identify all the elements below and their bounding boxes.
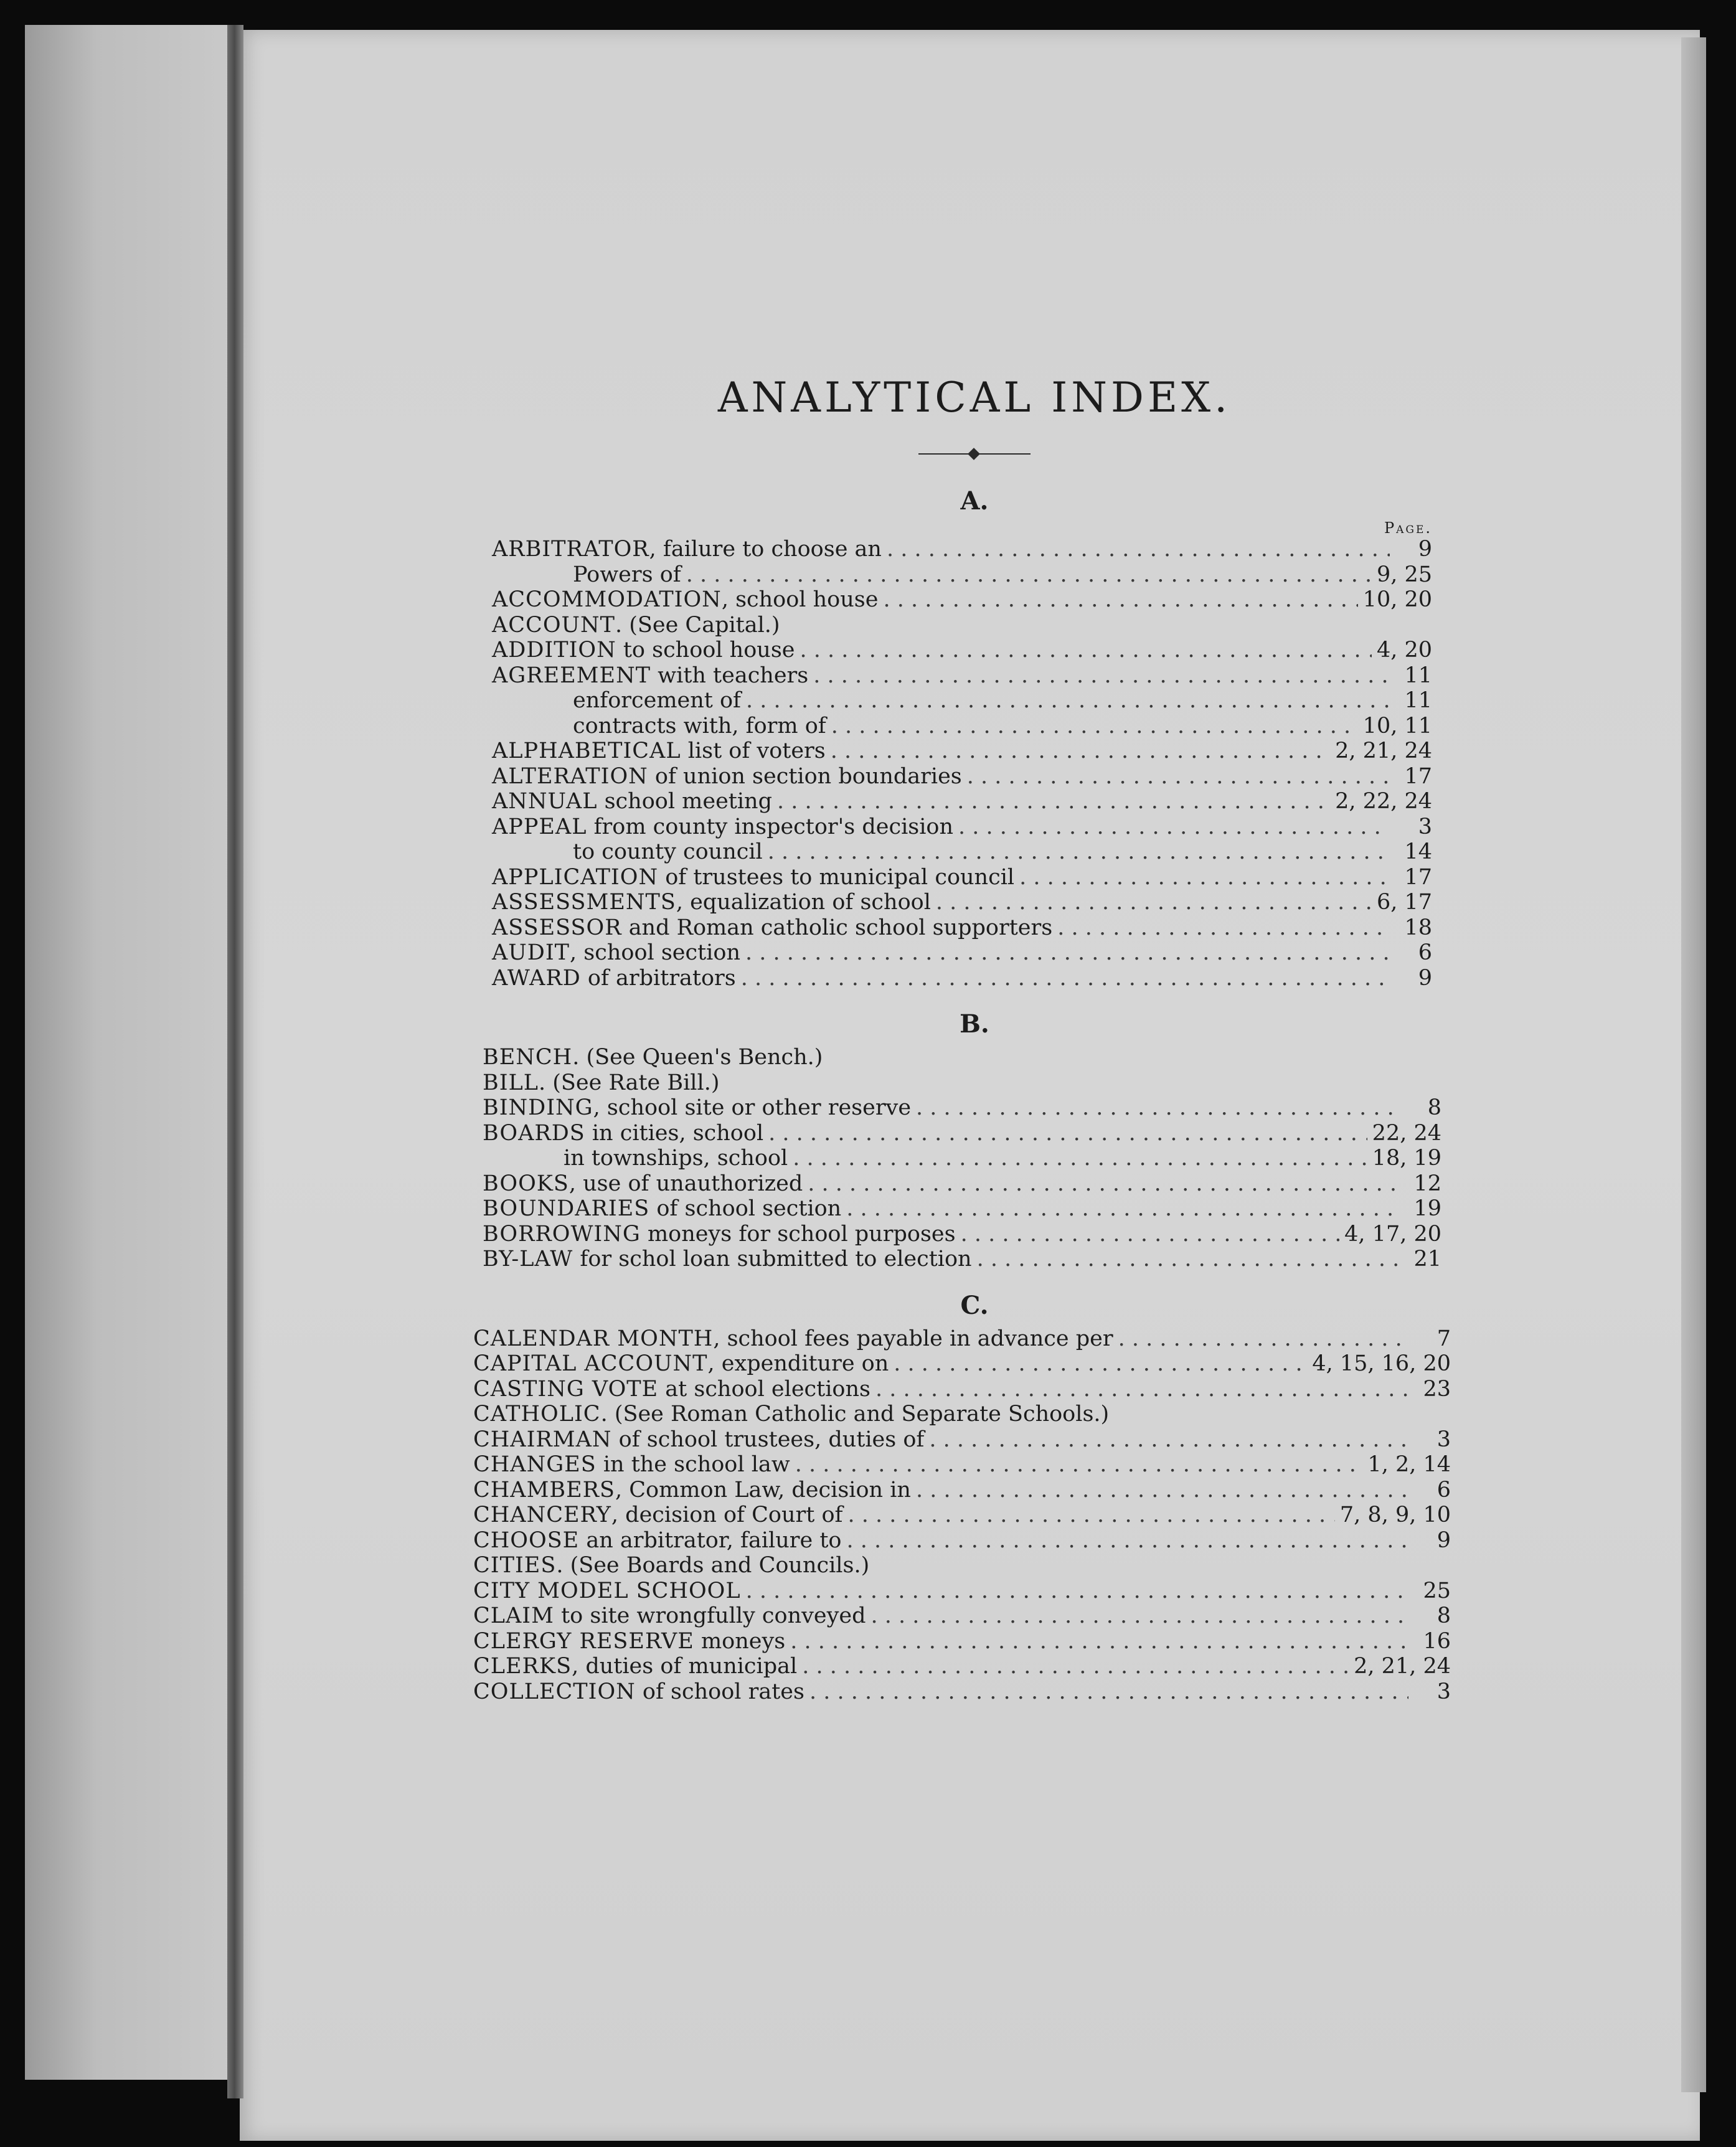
index-entry [473,1326,1451,1352]
entry-headword: BOARDS [483,1120,585,1146]
index-entry [483,1146,1441,1171]
entry-text: , school fees payable in advance per [713,1326,1113,1351]
entry-pages: 7, 8, 9, 10 [1339,1503,1451,1527]
entry-label [492,915,1052,941]
leader-dots [961,1222,1340,1247]
entry-text: with teachers [651,663,809,688]
entry-headword: AUDIT [492,940,570,965]
index-entry [492,764,1432,790]
entry-headword: BENCH [483,1045,573,1070]
entry-label [492,839,763,865]
index-entry [483,1247,1441,1272]
entry-pages: 2, 21, 24 [1354,1654,1451,1679]
index-entry [473,1452,1451,1478]
entry-text: in townships, school [564,1146,788,1171]
index-entry [492,890,1432,915]
index-entry [492,562,1432,588]
entry-label [492,940,740,966]
entry-text: in the school law [596,1452,790,1477]
leader-dots [768,1121,1367,1146]
leader-dots [936,890,1372,915]
entry-text: of trustees to municipal council [658,864,1015,890]
entry-text: moneys [694,1628,786,1654]
entry-headword: BOOKS [483,1171,569,1196]
leader-dots [741,966,1390,991]
entry-text: , failure to choose an [649,537,882,562]
entry-text: contracts with, form of [573,713,826,738]
leader-dots [790,1629,1408,1654]
leader-dots [686,562,1372,588]
entry-label [492,587,878,613]
film-margin-left [25,25,230,2080]
section-b [483,1009,1441,1272]
entry-list [473,1326,1451,1705]
entry-pages: 6 [1436,1477,1451,1503]
entry-headword: CASTING VOTE [473,1376,659,1402]
leader-dots [746,1578,1408,1604]
entry-headword: BORROWING [483,1221,641,1247]
entry-text: in cities, school [585,1120,764,1146]
leader-dots [875,1377,1408,1402]
entry-text: , school section [570,940,740,965]
entry-text: . (See Capital.) [615,612,780,638]
entry-label [483,1247,972,1272]
entry-text: , expenditure on [707,1351,889,1376]
index-entry [473,1377,1451,1402]
entry-headword: BOUNDARIES [483,1196,650,1221]
entry-text: to county council [573,839,763,864]
diamond-ornament-icon [968,448,980,460]
index-entry [492,839,1432,865]
entry-label [492,613,780,638]
entry-label [492,714,826,739]
entry-text: , duties of municipal [572,1654,798,1679]
entry-headword: CITY MODEL SCHOOL [473,1578,741,1603]
entry-text: . (See Queen's Bench.) [572,1045,823,1070]
entry-pages: 23 [1423,1376,1451,1402]
entry-label [492,814,953,840]
page-spine [227,25,243,2098]
leader-dots [809,1679,1408,1705]
entry-label [473,1629,785,1654]
index-content [473,374,1451,1704]
leader-dots [802,1654,1349,1679]
leader-dots [1118,1326,1408,1352]
leader-dots [967,764,1390,790]
index-entry [492,789,1432,814]
index-entry [492,738,1432,764]
entry-headword: ANNUAL [492,789,598,814]
entry-text: of arbitrators [580,965,736,991]
entry-label [483,1171,803,1197]
entry-pages: 11 [1404,688,1432,713]
leader-dots [777,789,1330,814]
entry-label [492,688,741,714]
entry-pages: 4, 17, 20 [1344,1221,1441,1247]
entry-pages: 1, 2, 14 [1367,1452,1451,1477]
title-rule-ornament [918,446,1031,461]
entry-pages: 9, 25 [1376,562,1432,587]
leader-dots [831,738,1330,764]
index-entry [483,1045,1441,1070]
entry-text: of school trustees, duties of [611,1427,925,1452]
entry-label [492,537,882,562]
entry-pages: 3 [1418,814,1432,839]
entry-text: , use of unauthorized [568,1171,803,1196]
entry-pages: 18, 19 [1372,1146,1441,1171]
entry-headword: CHANCERY [473,1503,611,1527]
entry-text: , decision of Court of [611,1503,843,1527]
leader-dots [929,1427,1408,1453]
index-entry [492,966,1432,991]
leader-dots [793,1146,1367,1171]
entry-pages: 4, 20 [1376,638,1432,663]
entry-text: , school site or other reserve [593,1095,912,1120]
section-letter: A. [960,486,989,516]
entry-headword: CATHOLIC [473,1402,601,1427]
entry-headword: CHAMBERS [473,1477,616,1503]
entry-label [492,562,681,588]
entry-headword: ACCOUNT [492,612,615,638]
entry-headword: ARBITRATOR [492,537,649,562]
entry-headword: ALPHABETICAL [492,738,681,763]
entry-label [492,789,772,814]
entry-list [492,537,1432,991]
leader-dots [847,1503,1334,1528]
entry-headword: CALENDAR MONTH [473,1326,714,1351]
entry-label [492,890,931,915]
entry-label [473,1603,866,1629]
index-entry [492,940,1432,966]
entry-text: of union section boundaries [648,763,962,789]
leader-dots [745,940,1390,966]
entry-pages: 17 [1404,763,1432,789]
entry-text: enforcement of [573,688,741,713]
leader-dots [1057,915,1390,941]
leader-dots [894,1351,1307,1377]
index-entry [492,587,1432,613]
entry-label [483,1121,763,1146]
entry-pages: 6, 17 [1376,890,1432,915]
entry-headword: BY-LAW [483,1247,573,1272]
entry-text: . (See Rate Bill.) [539,1070,720,1095]
leader-dots [768,839,1390,865]
section-a [492,486,1432,991]
entry-headword: BINDING [483,1095,593,1120]
entry-pages: 10, 11 [1362,713,1432,738]
entry-label [492,638,795,663]
entry-pages: 16 [1423,1628,1451,1654]
index-entry [492,663,1432,689]
index-entry [473,1528,1451,1554]
entry-pages: 7 [1436,1326,1451,1351]
leader-dots [800,638,1372,663]
entry-label [473,1351,889,1377]
index-entry [473,1679,1451,1705]
entry-text: to school house [616,638,795,663]
page-column-heading: Page. [1384,519,1432,537]
entry-label [483,1196,841,1222]
entry-headword: CHOOSE [473,1527,580,1553]
entry-text: an arbitrator, failure to [579,1527,842,1553]
leader-dots [846,1196,1399,1222]
entry-label [473,1553,869,1578]
entry-pages: 8 [1427,1095,1441,1120]
leader-dots [808,1171,1399,1197]
entry-pages: 2, 22, 24 [1335,789,1432,814]
entry-label [473,1402,1109,1427]
index-entry [483,1121,1441,1146]
entry-list [483,1045,1441,1272]
entry-text: of school section [649,1196,842,1221]
entry-headword: CITIES [473,1553,557,1578]
entry-headword: COLLECTION [473,1679,636,1704]
entry-label [492,738,826,764]
entry-headword: ASSESSMENTS [492,890,676,915]
index-entry [492,613,1432,638]
entry-headword: ADDITION [492,638,616,663]
entry-pages: 2, 21, 24 [1335,738,1432,763]
entry-text: . (See Boards and Councils.) [556,1553,870,1578]
leader-dots [1019,865,1390,890]
index-entry [492,537,1432,562]
index-entry [473,1553,1451,1578]
index-entry [473,1603,1451,1629]
index-entry [492,638,1432,663]
leader-dots [977,1247,1399,1272]
entry-pages: 4, 15, 16, 20 [1312,1351,1451,1376]
entry-text: , school house [721,587,879,612]
index-entry [492,714,1432,739]
entry-label [492,966,736,991]
entry-label [492,764,962,790]
entry-pages: 25 [1423,1578,1451,1603]
entry-text: , Common Law, decision in [615,1477,911,1503]
index-entry [473,1629,1451,1654]
entry-label [483,1222,956,1247]
entry-label [473,1377,870,1402]
leader-dots [746,688,1390,714]
index-entry [492,865,1432,890]
index-entry [483,1222,1441,1247]
entry-headword: CLAIM [473,1603,554,1628]
index-entry [492,814,1432,840]
entry-headword: AGREEMENT [492,663,651,688]
entry-pages: 17 [1404,864,1432,890]
entry-pages: 8 [1436,1603,1451,1628]
entry-pages: 3 [1436,1427,1451,1452]
leader-dots [795,1452,1363,1478]
entry-text: at school elections [658,1376,870,1402]
entry-pages: 9 [1436,1527,1451,1553]
entry-headword: CHANGES [473,1452,597,1477]
entry-label [473,1503,842,1528]
entry-pages: 10, 20 [1362,587,1432,612]
index-entry [492,915,1432,941]
leader-dots [887,537,1390,562]
index-entry [473,1402,1451,1427]
entry-text: list of voters [681,738,826,763]
entry-pages: 12 [1413,1171,1441,1196]
index-entry [473,1478,1451,1503]
entry-label [473,1452,790,1478]
leader-dots [883,587,1357,613]
index-entry [483,1171,1441,1197]
entry-headword: CHAIRMAN [473,1427,612,1452]
entry-headword: ACCOMMODATION [492,587,722,612]
leader-dots [916,1478,1408,1503]
entry-label [473,1427,924,1453]
index-entry [473,1578,1451,1604]
entry-label [483,1146,788,1171]
page-right-edge [1681,37,1706,2092]
index-entry [483,1095,1441,1121]
page-title: ANALYTICAL INDEX. [717,374,1232,422]
leader-dots [813,663,1390,689]
entry-text: and Roman catholic school supporters [621,915,1053,940]
entry-label [473,1654,797,1679]
entry-pages: 6 [1418,940,1432,965]
entry-headword: CLERGY RESERVE [473,1628,694,1654]
entry-text: Powers of [573,562,681,587]
entry-text: . (See Roman Catholic and Separate Schools.) [600,1402,1110,1427]
entry-headword: CAPITAL ACCOUNT [473,1351,708,1376]
leader-dots [871,1603,1409,1629]
leader-dots [831,714,1358,739]
index-entry [473,1654,1451,1679]
entry-pages: 14 [1404,839,1432,864]
index-entry [492,688,1432,714]
entry-label [483,1045,823,1070]
entry-headword: APPLICATION [492,864,659,890]
entry-headword: AWARD [492,965,581,991]
entry-headword: ASSESSOR [492,915,622,940]
index-entry [483,1196,1441,1222]
entry-text: moneys for school purposes [640,1221,956,1247]
entry-headword: APPEAL [492,814,587,839]
index-entry [473,1427,1451,1453]
entry-pages: 9 [1418,537,1432,562]
entry-label [473,1578,741,1604]
section-c [473,1291,1451,1705]
entry-label [483,1070,719,1096]
entry-text: to site wrongfully conveyed [554,1603,866,1628]
entry-label [492,865,1014,890]
entry-pages: 21 [1413,1247,1441,1272]
entry-pages: 3 [1436,1679,1451,1704]
entry-pages: 9 [1418,965,1432,991]
entry-label [473,1679,804,1705]
entry-pages: 11 [1404,663,1432,688]
entry-pages: 22, 24 [1372,1120,1441,1146]
entry-text: school meeting [597,789,772,814]
entry-label [473,1528,841,1554]
entry-label [473,1326,1113,1352]
leader-dots [846,1528,1408,1554]
entry-headword: ALTERATION [492,763,648,789]
entry-text: , equalization of school [676,890,931,915]
entry-text: from county inspector's decision [587,814,954,839]
index-entry [483,1070,1441,1096]
entry-label [473,1478,911,1503]
index-entry [473,1351,1451,1377]
leader-dots [958,814,1390,840]
leader-dots [916,1095,1399,1121]
entry-text: for schol loan submitted to election [573,1247,972,1272]
entry-headword: BILL [483,1070,539,1095]
entry-pages: 19 [1413,1196,1441,1221]
entry-pages: 18 [1404,915,1432,940]
entry-label [483,1095,911,1121]
index-entry [473,1503,1451,1528]
entry-label [492,663,808,689]
entry-text: of school rates [635,1679,804,1704]
section-letter: B. [960,1009,989,1039]
section-letter: C. [960,1290,989,1320]
entry-headword: CLERKS [473,1654,572,1679]
